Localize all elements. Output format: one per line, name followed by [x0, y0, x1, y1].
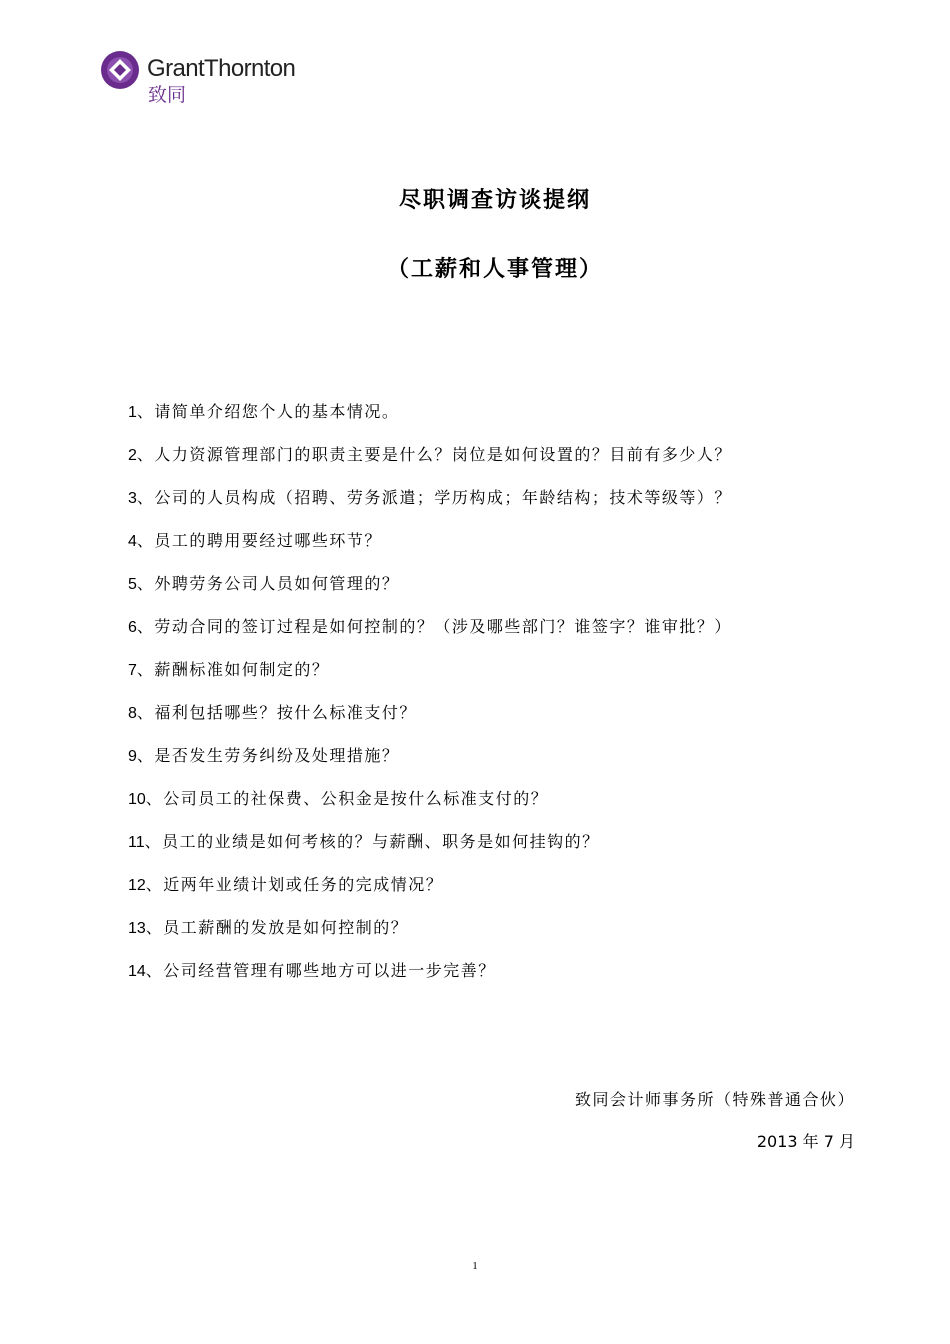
question-number: 9: [128, 748, 137, 765]
question-text: 、公司员工的社保费、公积金是按什么标准支付的？: [145, 789, 549, 808]
question-number: 5: [128, 576, 137, 593]
question-text: 、员工薪酬的发放是如何控制的？: [145, 918, 409, 937]
question-item: [128, 699, 828, 742]
question-text: 、劳动合同的签订过程是如何控制的？（涉及哪些部门？谁签字？谁审批？）: [136, 617, 732, 636]
document-title: 尽职调查访谈提纲: [398, 188, 591, 213]
question-list: [128, 398, 828, 1000]
question-text: 、员工的聘用要经过哪些环节？: [136, 531, 382, 550]
question-item: [128, 742, 828, 785]
question-text: 、公司经营管理有哪些地方可以进一步完善？: [145, 961, 496, 980]
question-item: [128, 785, 828, 828]
question-text: 、请简单介绍您个人的基本情况。: [136, 402, 400, 421]
question-item: [128, 957, 828, 1000]
question-item: [128, 398, 828, 441]
question-item: [128, 914, 828, 957]
question-number: 6: [128, 619, 137, 636]
question-item: [128, 484, 828, 527]
footer-date: 2013 年 7 月: [756, 1132, 855, 1151]
question-text: 、公司的人员构成（招聘、劳务派遣；学历构成；年龄结构；技术等级等）？: [136, 488, 732, 507]
question-item: [128, 828, 828, 871]
question-item: [128, 656, 828, 699]
question-number: 8: [128, 705, 137, 722]
question-number: 7: [128, 662, 137, 679]
question-text: 、是否发生劳务纠纷及处理措施？: [136, 746, 400, 765]
question-text: 、福利包括哪些？按什么标准支付？: [136, 703, 417, 722]
question-item: [128, 441, 828, 484]
question-number: 14: [128, 963, 146, 980]
question-text: 、人力资源管理部门的职责主要是什么？岗位是如何设置的？目前有多少人？: [136, 445, 732, 464]
question-text: 、员工的业绩是如何考核的？与薪酬、职务是如何挂钩的？: [144, 832, 600, 851]
question-number: 3: [128, 490, 137, 507]
logo-chinese-name: 致同: [148, 84, 187, 106]
logo-name: GrantThornton: [147, 55, 296, 82]
question-number: 10: [128, 791, 146, 808]
company-logo: [100, 48, 300, 110]
question-item: [128, 527, 828, 570]
page-number: 1: [472, 1260, 478, 1272]
question-number: 4: [128, 533, 137, 550]
question-number: 13: [128, 920, 146, 937]
question-text: 、近两年业绩计划或任务的完成情况？: [145, 875, 444, 894]
question-number: 12: [128, 877, 146, 894]
document-subtitle: （工薪和人事管理）: [386, 257, 603, 282]
grant-thornton-logo-icon: [100, 50, 140, 90]
question-item: [128, 570, 828, 613]
question-text: 、外聘劳务公司人员如何管理的？: [136, 574, 400, 593]
question-text: 、薪酬标准如何制定的？: [136, 660, 330, 679]
question-number: 1: [128, 404, 137, 421]
question-number: 11: [128, 834, 145, 851]
question-item: [128, 613, 828, 656]
question-number: 2: [128, 447, 137, 464]
footer-organization: 致同会计师事务所（特殊普通合伙）: [574, 1090, 855, 1109]
question-item: [128, 871, 828, 914]
